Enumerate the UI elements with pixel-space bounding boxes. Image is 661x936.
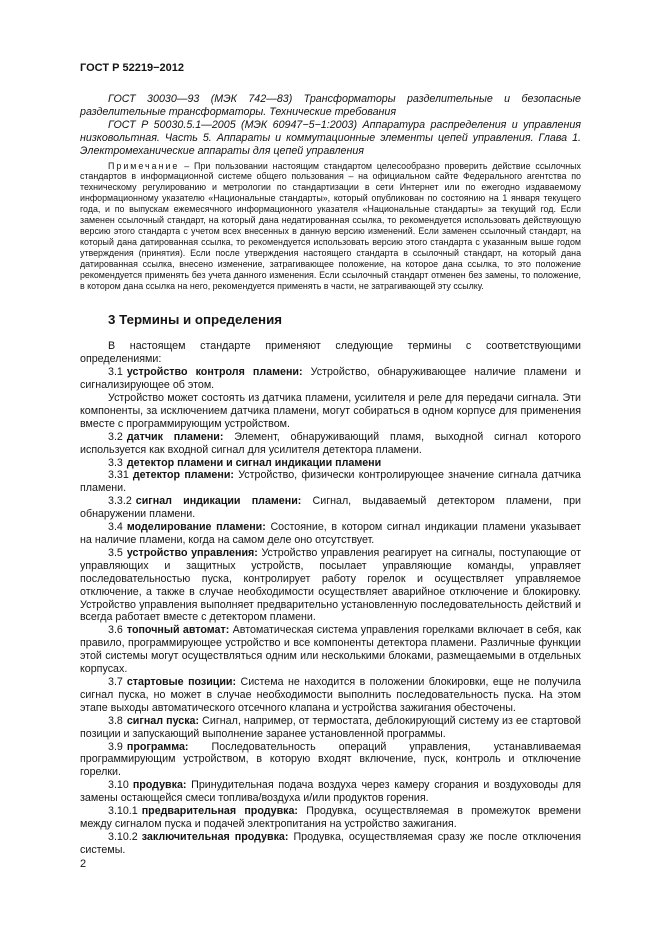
definition-text: Продувка, осуществляемая сразу же после отключения системы. [80,830,581,856]
definition-item [80,741,581,780]
definition-number: 3.5 [108,546,123,559]
definition-item [80,676,581,715]
definition-term: стартовые позиции: [126,675,237,688]
reference-item: ГОСТ Р 50030.5.1—2005 (МЭК 60947−5−1:2003) Аппаратура распределения и управления низковольтная. Часть 5. Аппараты и коммутационные элементы цепей управления. Глава 1. Электромеханические аппараты для цепей управления [80,118,581,157]
definition-term: сигнал индикации пламени: [135,495,302,508]
definition-number: 3.8 [108,714,123,727]
definition-term: детектор пламени и сигнал индикации пламени [126,456,382,469]
definition-number: 3.10.1 [108,805,138,818]
definition-text: Устройство, обнаруживающее наличие пламени и сигнализирующее об этом. [80,366,582,392]
definition-term: продувка: [132,779,187,792]
note-label: Примечание [108,160,180,171]
definition-term: моделирование пламени: [126,521,266,534]
definition-text: Устройство, физически контролирующее значение сигнала датчика пламени. [80,469,582,495]
definition-item [80,715,581,741]
definition-text: Система не находится в положении блокировки, еще не получила сигнал пуска, но может в случае необходимости выполнить последовательность пуска. На этом этапе выходы автоматического отсечного клапана и устройства зажигания обесточены. [80,675,581,714]
definition-term: детектор пламени: [132,469,234,482]
definitions-container [80,366,581,856]
definition-item [80,366,581,392]
section-title: Термины и определения [119,312,283,328]
definition-number: 3.3.2 [108,495,132,508]
definition-term: устройство управления: [126,546,258,559]
definition-item [80,779,581,805]
definition-text: Сигнал, выдаваемый детектором пламени, при обнаружении пламени. [80,495,581,521]
definition-text: Состояние, в котором сигнал индикации пламени указывает на наличие пламени, когда на самом деле оно отсутствует. [80,521,581,546]
section-number: 3 [108,312,116,328]
definition-number: 3.6 [108,624,123,637]
definition-number: 3.7 [108,675,123,688]
definition-term: устройство контроля пламени: [126,366,303,379]
definition-number: 3.31 [108,469,129,482]
definition-item [80,624,581,676]
definition-text: Устройство может состоять из датчика пламени, усилителя и реле для передачи сигнала. Эти компоненты, за исключением датчика пламени, могут собираться в одном корпусе для применения вместе с программирующим устройством. [80,392,581,430]
definition-number: 3.2 [108,430,123,443]
note-text: – При пользовании настоящим стандартом целесообразно проверить действие ссылочных стандартов в информационной системе общего пользования – на официальном сайте Федерального агентства по техническому регулированию и метрологии по стандартизации в сети Интернет или по ежегодно издаваемому информационному указателю «Национальные стандарты», который опубликован по состоянию на 1 января текущего года, и по выпускам ежемесячного информационного указателя «Национальные стандарты» за текущий год. Если заменен ссылочный стандарт, на который дана недатированная ссылка, то рекомендуется использовать действующую версию этого стандарта с учетом всех внесенных в данную версию изменений. Если заменен ссылочный стандарт, на который дана датированная ссылка, то рекомендуется использовать версию этого стандарта с указанным выше годом утверждения (принятия). Если после утверждения настоящего стандарта в ссылочный стандарт, на который дана датированная ссылка, внесено изменение, затрагивающее положение, на которое дана ссылка, то это положение рекомендуется применять без учета данного изменения. Если ссылочный стандарт отменен без замены, то положение, в котором дана ссылка на него, рекомендуется применять в части, не затрагивающей эту ссылку. [80,160,581,291]
definition-number: 3.10 [108,779,129,792]
definition-term: заключительная продувка: [141,830,289,843]
definition-item [80,521,581,547]
section-heading [80,312,581,327]
definition-text: Устройство управления реагирует на сигналы, поступающие от управляющих и защитных устройств, посылает управляющие команды, управляет последовательностью пуска, контролирует работу горелок и осуществляет управляемое отключение, а также в случае необходимости осуществляет аварийное отключение и блокировку. Устройство управления выполняет предварительно установленную последовательность действий и всегда работает вместе с детектором пламени. [80,546,581,624]
definition-text: Продувка, осуществляемая в промежуток времени между сигналом пуска и подачей электропитания на устройство зажигания. [80,805,581,830]
definition-text: Автоматическая система управления горелками включает в себя, как правило, программирующее устройство и все компоненты детектора пламени. Различные функции этой системы могут осуществляться одним или несколькими блоками, размещаемыми в отдельных корпусах. [80,624,581,676]
definition-term: топочный автомат: [126,624,230,637]
definition-number: 3.1 [108,366,123,379]
reference-note [80,161,581,292]
definition-item [80,547,581,624]
definition-term: программа: [126,740,189,753]
definition-term: предварительная продувка: [141,805,298,818]
definition-number: 3.10.2 [108,830,138,843]
definition-item [80,495,581,521]
definition-item [80,392,581,431]
page-number: 2 [80,858,87,870]
definition-item [80,457,581,470]
definitions-intro: В настоящем стандарте применяют следующие термины с соответствующими определениями: [80,340,581,366]
document-header: ГОСТ Р 52219−2012 [80,62,184,74]
definition-term: сигнал пуска: [126,714,200,727]
definition-term: датчик пламени: [126,430,224,443]
definition-number: 3.3 [108,456,123,469]
reference-item: ГОСТ 30030—93 (МЭК 742—83) Трансформаторы разделительные и безопасные разделительные трансформаторы. Технические требования [80,93,581,118]
definition-item [80,831,581,857]
definition-text: Сигнал, например, от термостата, деблокирующий систему из ее стартовой позиции и запускающий выполнение заранее установленной программы. [80,714,581,740]
definition-item [80,469,581,495]
definition-text: Последовательность операций управления, устанавливаемая программирующим устройством, в которую входят включение, пуск, контроль и отключение горелки. [80,740,581,779]
definition-text: Принудительная подача воздуха через камеру сгорания и воздуховоды для замены остающейся смеси топлива/воздуха и/или продуктов горения. [80,779,581,805]
definitions-list [80,340,581,856]
definition-item [80,431,581,457]
definition-number: 3.4 [108,521,123,534]
definition-item [80,805,581,831]
definition-number: 3.9 [108,740,123,753]
definition-text: Элемент, обнаруживающий пламя, выходной сигнал которого используется как входной сигнал для усилителя детектора пламени. [80,430,581,456]
normative-references [80,93,581,158]
